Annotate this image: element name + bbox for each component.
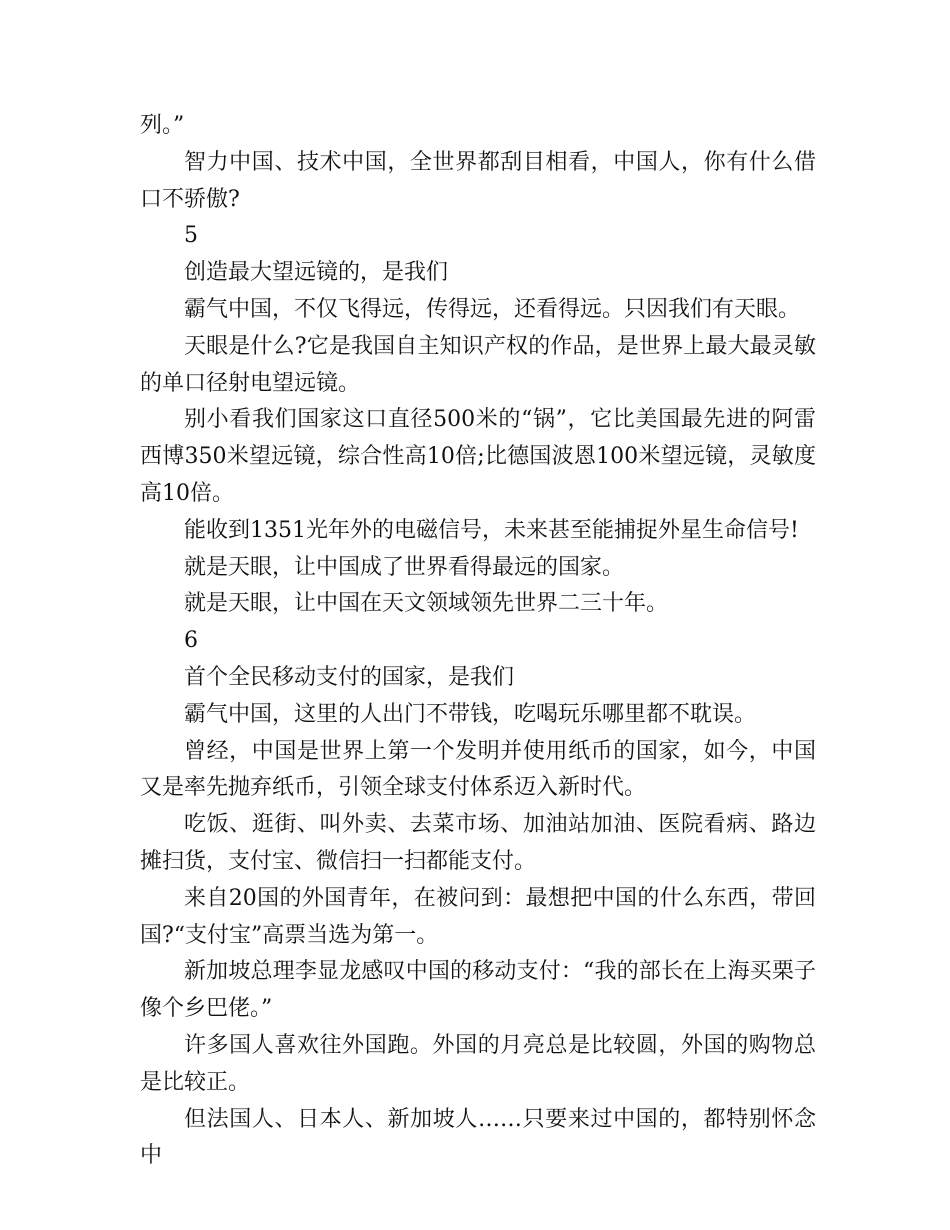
paragraph-6: 能收到1351光年外的电磁信号，未来甚至能捕捉外星生命信号! [184,517,799,543]
paragraph-8: 就是天眼，让中国在天文领域领先世界二三十年。 [184,591,669,617]
paragraph-5: 别小看我们国家这口直径500米的“锅”，它比美国最先进的阿雷西博350米望远镜，综合性高10倍;比德国波恩100米望远镜，灵敏度高10倍。 [140,407,816,506]
section-number-5: 5 [184,223,198,249]
paragraph-14: 许多国人喜欢往外国跑。外国的月亮总是比较圆，外国的购物总是比较正。 [140,1032,816,1095]
paragraph-13: 新加坡总理李显龙感叹中国的移动支付：“我的部长在上海买栗子像个乡巴佬。” [140,959,816,1022]
paragraph-7: 就是天眼，让中国成了世界看得最远的国家。 [184,554,625,580]
paragraph-15: 但法国人、日本人、新加坡人……只要来过中国的，都特别怀念中 [140,1106,816,1169]
paragraph-1: 列。” [140,113,185,138]
section-heading-telescope: 创造最大望远镜的，是我们 [184,260,449,286]
section-number-6: 6 [184,628,198,654]
paragraph-3: 霸气中国，不仅飞得远，传得远，还看得远。只因我们有天眼。 [184,296,801,322]
paragraph-10: 曾经，中国是世界上第一个发明并使用纸币的国家，如今，中国又是率先抛弃纸币，引领全球支付体系迈入新时代。 [140,738,816,801]
paragraph-12: 来自20国的外国青年，在被问到：最想把中国的什么东西，带回国?“支付宝”高票当选为第一。 [140,885,816,948]
paragraph-4: 天眼是什么?它是我国自主知识产权的作品，是世界上最大最灵敏的单口径射电望远镜。 [140,333,816,396]
document-body [140,108,816,1175]
paragraph-2: 智力中国、技术中国，全世界都刮目相看，中国人，你有什么借口不骄傲? [140,149,816,212]
section-heading-mobile-payment: 首个全民移动支付的国家，是我们 [184,664,515,690]
paragraph-9: 霸气中国，这里的人出门不带钱，吃喝玩乐哪里都不耽误。 [184,701,757,727]
paragraph-11: 吃饭、逛街、叫外卖、去菜市场、加油站加油、医院看病、路边摊扫货，支付宝、微信扫一扫都能支付。 [140,812,816,874]
